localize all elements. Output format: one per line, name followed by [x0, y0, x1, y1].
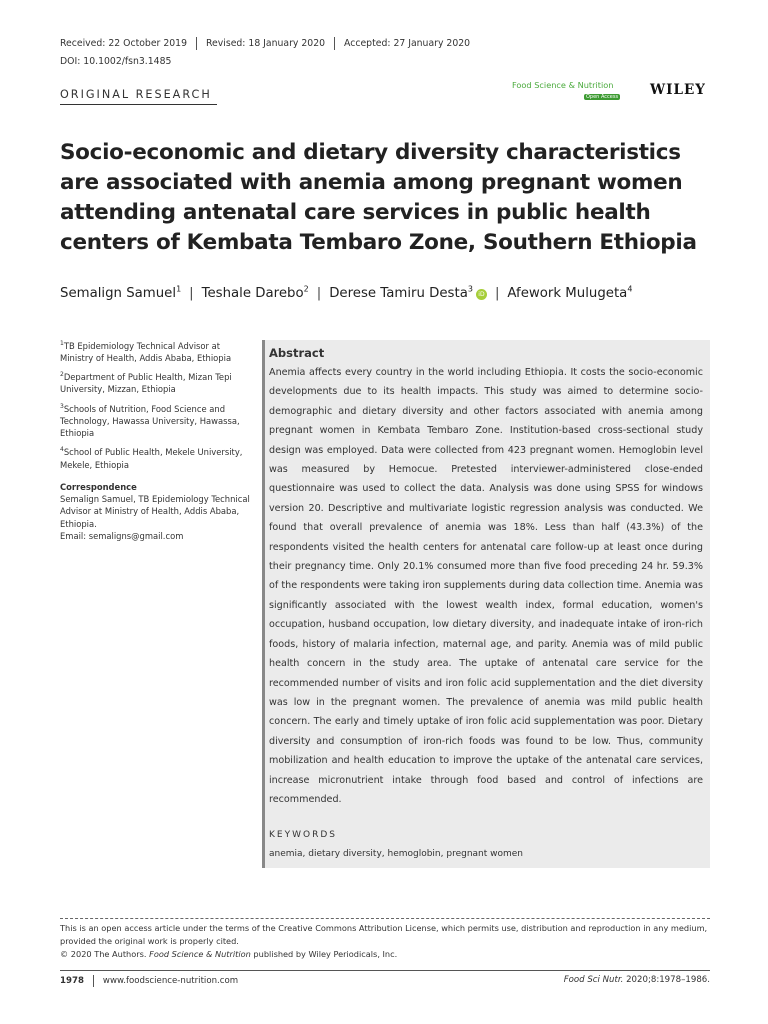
affiliation: $^4$School of Public Health, Mekele University, Mekele, Ethiopia [60, 446, 243, 470]
orcid-icon[interactable]: iD [476, 289, 487, 300]
footer-left [60, 975, 238, 987]
author-name[interactable]: Teshale Darebo$^2$ [201, 285, 309, 302]
footer-separator [93, 975, 94, 987]
doi[interactable]: DOI: 10.1002/fsn3.1485 [60, 56, 172, 67]
citation: Food Sci Nutr. 2020;8:1978–1986. [563, 975, 710, 985]
footer-rule [60, 970, 710, 971]
license-notice [60, 922, 710, 961]
abstract-accent-bar [262, 340, 265, 868]
accepted-date: Accepted: 27 January 2020 [344, 38, 471, 49]
author-name[interactable]: Derese Tamiru Desta$^3$ [329, 285, 473, 302]
abstract-heading: Abstract [269, 346, 325, 360]
open-access-badge: Open Access [586, 94, 619, 100]
received-date: Received: 22 October 2019 [60, 38, 187, 49]
date-separator [334, 37, 335, 50]
author-separator: | [316, 286, 322, 302]
author-name[interactable]: Afework Mulugeta$^4$ [507, 285, 633, 302]
revised-date: Revised: 18 January 2020 [206, 38, 326, 49]
article-title: Socio-economic and dietary diversity characteristics are associated with anemia among pregnant women attending antenatal care services in public health centers of Kembata Tembaro Zone, Southern Ethiopia [60, 140, 697, 255]
section-rule [60, 104, 217, 105]
copyright-line: © 2020 The Authors. Food Science & Nutrition published by Wiley Periodicals, Inc. [60, 949, 398, 959]
abstract-text: Anemia affects every country in the world including Ethiopia. It costs the socio-economic developments due to its health impacts. This study was aimed to determine socio-demographic and dietary diversity and other factors associated with anemia among pregnant women in Kembata Tembaro Zone. Institution-based cross-sectional study design was employed. Data were collected from 423 pregnant women. Hemoglobin level was measured by Hemocue. Pretested interviewer-administered close-ended questionnaire was used to collect the data. Analysis was done using SPSS for windows version 20. Descriptive and multivariate logistic regression analysis was conducted. We found that overall prevalence of anemia was 18%. Less than half (43.3%) of the respondents visited the health centers for antenatal care follow-up at least once during their pregnancy time. Only 20.1% consumed more than five food preceding 24 hr. 59.3% of the respondents were taking iron supplements during data collection time. Anemia was significantly associated with the lowest wealth index, formal education, women's occupation, husband occupation, low dietary diversity, and inadequate intake of iron-rich foods, history of malaria infection, maternal age, and parity. Anemia was of mild public health concern in the study area. The uptake of antenatal care service for the recommended number of visits and iron folic acid supplementation and the diet diversity was low in the pregnant women. The prevalence of anemia was mild public health concern. The early and timely uptake of iron folic acid supplementation was poor. Dietary diversity and consumption of iron-rich foods was found to be low. Thus, community mobilization and health education to improve the uptake of the antenatal care services, increase micronutrient intake through food based and control of infections are recommended. [269, 367, 703, 805]
affiliation: $^1$TB Epidemiology Technical Advisor at Ministry of Health, Addis Ababa, Ethiopia [60, 340, 232, 364]
license-divider [60, 918, 710, 919]
author-name[interactable]: Semalign Samuel$^1$ [60, 285, 182, 302]
page-number: 1978 [60, 976, 84, 986]
section-label: ORIGINAL RESEARCH [60, 88, 212, 101]
article-dates [60, 37, 470, 50]
correspondence-email[interactable]: Email: semaligns@gmail.com [60, 531, 184, 542]
affiliation: $^3$Schools of Nutrition, Food Science and Technology, Hawassa University, Hawassa, Ethiopia [60, 402, 240, 439]
author-separator: | [494, 286, 500, 302]
affiliation: $^2$Department of Public Health, Mizan Tepi University, Mizzan, Ethiopia [60, 371, 232, 395]
correspondence-text: Semalign Samuel, TB Epidemiology Technical Advisor at Ministry of Health, Addis Ababa, Ethiopia. [60, 494, 250, 529]
publisher-logo[interactable]: WILEY [650, 82, 706, 98]
journal-logo[interactable]: Food Science & Nutrition [512, 80, 614, 90]
license-text: This is an open access article under the terms of the Creative Commons Attribution License, which permits use, distribution and reproduction in any medium, provided the original work is properly cited. [60, 923, 708, 946]
correspondence-heading: Correspondence [60, 481, 137, 492]
author-separator: | [189, 286, 194, 302]
journal-url[interactable]: www.foodscience-nutrition.com [102, 976, 239, 986]
keywords-text: anemia, dietary diversity, hemoglobin, pregnant women [269, 849, 524, 859]
date-separator [196, 37, 197, 50]
keywords-heading: KEYWORDS [269, 830, 337, 840]
affiliations-column [60, 338, 250, 542]
author-list [60, 285, 720, 301]
